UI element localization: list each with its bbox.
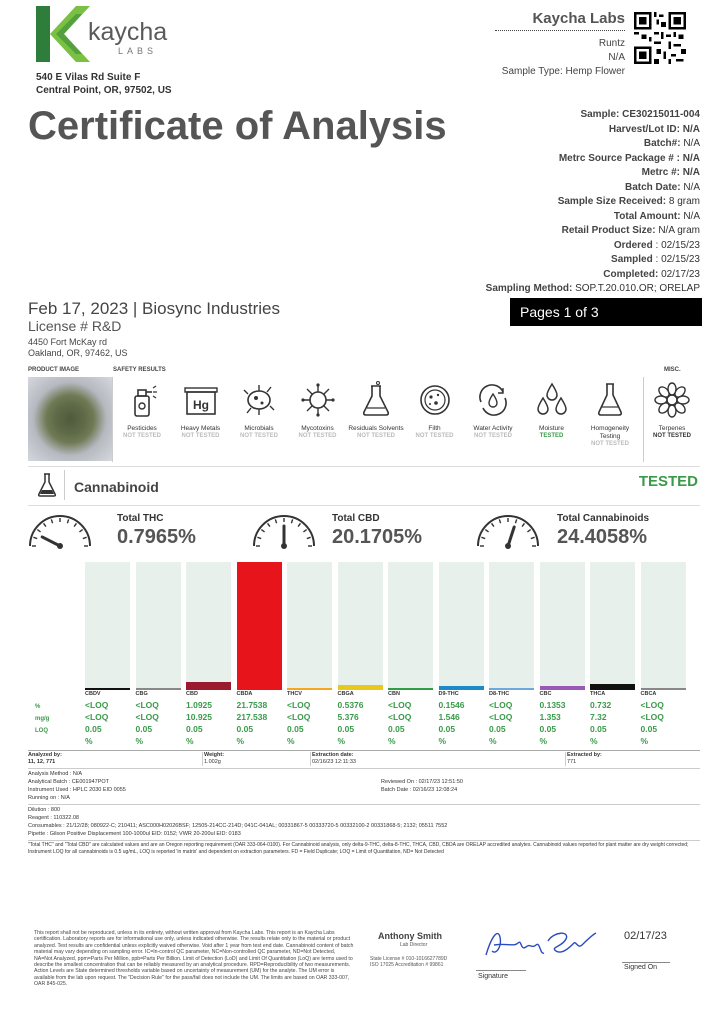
safety-status: NOT TESTED	[239, 433, 278, 439]
reviewed-on: Reviewed On : 02/17/23 12:51:50	[381, 779, 463, 785]
chart-data-cell	[540, 699, 566, 747]
safety-status: NOT TESTED	[590, 441, 629, 447]
cell-value-percent: 0.1546	[438, 700, 465, 710]
pipette: Pipette : Gilson Positive Displacement 100-1000ul EID: 0152; VWR 20-200ul EID: 0183	[28, 831, 241, 837]
safety-item	[463, 380, 523, 439]
cell-value-percent: 21.7538	[236, 700, 268, 710]
cell-value-mgg: <LOQ	[85, 712, 109, 722]
extracted-by: Extracted by: 771	[567, 752, 602, 765]
analysis-divider	[28, 768, 700, 769]
chart-data-cell	[287, 699, 310, 747]
cell-value-loq: 0.05	[236, 724, 254, 734]
disclaimer: This report shall not be reproduced, unless in its entirety, without written approval from Kaycha Labs. This report is an Kaycha Labs certification. Laboratory reports are for informational use only, unless indicated otherwise. The results relate only to the material or product analyzed. Test results are confidential unless explicitly waived otherwise. Void after 1 year from test end date. Cannabinoid content of batch material may vary depending on sampling error. IC=In-control QC parameter, NC=Non-controlled QC parameter, ND=Not Detected, NA=Not Analyzed, ppm=Parts Per Million, ppb=Parts Per Billion. Limit of Detection (LoD) and Limit Of Quantitation (LoQ) are terms used to describe the smallest concentration that can be reliably measured by an analytical procedure. RPD=Reproducibility of two measurements. Action Levels are State determined thresholds variable based on uncertainty of measurement (UM) for the analyte. The UM error is available from the lab upon request. The "Decision Rule" for the pass/fail does not include the UM. The limits are based on OAR 333-007, OAR 845-025.	[34, 930, 354, 988]
cell-value-loq: 0.05	[388, 724, 405, 734]
chart-tick-label: THCA	[590, 691, 606, 697]
running-on: Running on : N/A	[28, 795, 70, 801]
chart-data-cell	[489, 699, 512, 747]
meta-row: Harvest/Lot ID: N/A	[608, 123, 700, 135]
meta-row: Sampled : 02/15/23	[611, 254, 700, 265]
chart-column	[590, 562, 635, 688]
cell-unit: %	[388, 736, 396, 746]
signed-on-line	[622, 962, 670, 963]
svg-text:Hg: Hg	[192, 398, 209, 412]
chart-data-cell	[641, 699, 664, 747]
signed-on-label: Signed On	[624, 964, 658, 971]
safety-label: Filth	[428, 425, 441, 432]
chart-baseline	[186, 688, 231, 690]
chart-column	[540, 562, 585, 688]
dilution: Dilution : 800	[28, 807, 61, 813]
chart-column	[136, 562, 181, 688]
cell-value-mgg: <LOQ	[287, 712, 311, 722]
chart-baseline	[590, 688, 635, 690]
row-label-mgg: mg/g	[35, 716, 50, 722]
cell-value-percent: <LOQ	[388, 700, 412, 710]
safety-item	[171, 380, 231, 439]
cell-unit: %	[489, 736, 497, 746]
chart-tick-label: CBG	[135, 691, 148, 697]
cell-value-mgg: 5.376	[337, 712, 359, 722]
safety-item	[522, 380, 582, 439]
consumables: Consumables : 21/12/28; 080922-C; 210411; ASC000H02026BSF; 12505-214CC-214D; 041C-041AL; 00331867-5 00333720-5 00332100-2 00331868-5; 2132; 05511 7552	[28, 823, 448, 829]
chart-baseline	[489, 688, 534, 690]
cell-value-percent: 1.0925	[186, 700, 212, 710]
safety-item	[112, 380, 172, 439]
cell-divider	[202, 752, 203, 766]
safety-status: NOT TESTED	[473, 433, 512, 439]
cell-value-loq: 0.05	[590, 724, 607, 734]
safety-status: NOT TESTED	[122, 433, 161, 439]
meta-row: Sampling Method: SOP.T.20.010.OR; ORELAP	[485, 283, 700, 294]
cannabinoid-divider	[64, 470, 65, 500]
chart-bar	[237, 562, 282, 688]
signer-name: Anthony Smith	[378, 931, 442, 941]
row-label-percent: %	[35, 704, 41, 710]
product-image-label: PRODUCT IMAGE	[28, 367, 79, 373]
chart-tick-label: THCV	[287, 691, 302, 697]
cell-value-mgg: <LOQ	[640, 712, 664, 722]
cell-value-loq: 0.05	[186, 724, 203, 734]
chart-baseline	[287, 688, 332, 690]
chart-column	[338, 562, 383, 688]
cell-value-loq: 0.05	[85, 724, 102, 734]
cell-value-percent: 0.1353	[539, 700, 566, 710]
client-license: License # R&D	[28, 318, 122, 334]
chart-tick-label: D8-THC	[489, 691, 510, 697]
instrument-used: Instrument Used : HPLC 2030 EID 0055	[28, 787, 126, 793]
cell-value-mgg: <LOQ	[489, 712, 513, 722]
qr-code-icon[interactable]	[634, 12, 686, 64]
cell-value-percent: <LOQ	[85, 700, 109, 710]
chart-data-cell	[237, 699, 268, 747]
chart-column	[439, 562, 484, 688]
chart-column	[287, 562, 332, 688]
meta-row: Metrc #: N/A	[641, 167, 700, 178]
flower-icon	[652, 380, 692, 420]
analysis-method: Analysis Method : N/A	[28, 771, 83, 777]
chart-column	[641, 562, 686, 688]
meta-row: Completed: 02/17/23	[603, 268, 700, 280]
chart-tick-label: CBCA	[640, 691, 657, 697]
chart-baseline	[136, 688, 181, 690]
safety-status: NOT TESTED	[356, 433, 395, 439]
chart-tick-label: CBDA	[236, 691, 253, 697]
gauge-icon	[476, 512, 540, 554]
sample-type: Sample Type: Hemp Flower	[501, 66, 625, 77]
water-cycle-icon	[473, 380, 513, 420]
virus-icon	[298, 380, 338, 420]
page-title: Certificate of Analysis	[28, 104, 447, 148]
weight: Weight: 1.002g	[204, 752, 225, 765]
cell-unit: %	[640, 736, 649, 746]
spray-bottle-icon	[122, 380, 162, 420]
cell-value-percent: 0.5376	[337, 700, 364, 710]
analyzed-by: Analyzed by: 11, 12, 771	[28, 752, 62, 765]
cell-value-loq: 0.05	[135, 724, 153, 734]
cell-divider	[565, 752, 566, 766]
row-label-loq: LOQ	[35, 728, 48, 734]
cell-value-mgg: 1.546	[438, 712, 460, 722]
cell-value-mgg: <LOQ	[388, 712, 412, 722]
hg-icon	[181, 380, 221, 420]
safety-status: NOT TESTED	[298, 433, 337, 439]
chart-tick-label: D9-THC	[438, 691, 459, 697]
client-address-line-2: Oakland, OR, 97462, US	[28, 348, 128, 358]
lab-name: Kaycha Labs	[532, 10, 625, 27]
cell-value-percent: <LOQ	[287, 700, 311, 710]
flask-icon	[356, 380, 396, 420]
page-indicator: Pages 1 of 3	[510, 298, 702, 326]
flask-icon	[36, 472, 58, 498]
lab-address	[36, 71, 172, 97]
iso-accreditation: ISO 17025 Accreditation # 99861	[370, 962, 444, 968]
total-value: 0.7965%	[117, 526, 196, 548]
client-address-line-1: 4450 Fort McKay rd	[28, 337, 108, 347]
safety-status: NOT TESTED	[415, 433, 454, 439]
safety-status: NOT TESTED	[181, 433, 220, 439]
gauge-icon	[252, 512, 316, 554]
beaker-icon	[590, 380, 630, 420]
product-image	[28, 377, 112, 461]
chart-column	[85, 562, 130, 688]
address-line-2: Central Point, OR, 97502, US	[36, 85, 172, 96]
signed-date: 02/17/23	[624, 930, 667, 942]
chart-tick-label: CBD	[186, 691, 198, 697]
chart-column	[388, 562, 433, 688]
cell-unit: %	[590, 736, 598, 746]
cell-value-loq: 0.05	[539, 724, 557, 734]
logo-subtitle: LABS	[118, 46, 158, 56]
safety-item	[346, 380, 406, 439]
cell-value-percent: <LOQ	[640, 700, 664, 710]
chart-baseline	[338, 688, 383, 690]
signature-image	[478, 925, 608, 965]
safety-label: Moisture	[539, 425, 564, 432]
microbe-icon	[239, 380, 279, 420]
chart-column	[489, 562, 534, 688]
chart-tick-label: CBGA	[337, 691, 354, 697]
chart-data-cell	[186, 699, 212, 747]
reagent: Reagent : 110322.08	[28, 815, 79, 821]
cell-value-percent: <LOQ	[135, 700, 159, 710]
cell-value-loq: 0.05	[489, 724, 506, 734]
total-label: Total CBD	[332, 513, 380, 524]
meta-row: Total Amount: N/A	[613, 210, 700, 222]
cell-value-mgg: 7.32	[590, 712, 607, 722]
chart-baseline	[540, 688, 585, 690]
cell-unit: %	[186, 736, 194, 746]
analysis-divider	[28, 840, 700, 841]
safety-item	[580, 380, 640, 447]
meta-row: Sample: CE30215011-004	[580, 109, 700, 120]
logo-wordmark: kaycha	[88, 18, 168, 46]
analysis-divider	[28, 804, 700, 805]
droplets-icon	[532, 380, 572, 420]
batch-date: Batch Date : 02/16/23 12:08:24	[381, 787, 458, 793]
meta-row: Metrc Source Package # : N/A	[558, 152, 700, 164]
safety-label: Homogeneity Testing	[590, 425, 630, 440]
meta-row: Ordered : 02/15/23	[613, 239, 700, 251]
cell-unit: %	[438, 736, 447, 746]
signer-licenses	[370, 956, 447, 968]
signature-line	[476, 970, 526, 971]
total-value: 24.4058%	[557, 526, 648, 548]
safety-item	[405, 380, 465, 439]
cell-value-loq: 0.05	[438, 724, 456, 734]
chart-baseline	[439, 688, 484, 690]
chart-data-cell	[85, 699, 108, 747]
safety-item	[229, 380, 289, 439]
cell-unit: %	[236, 736, 245, 746]
cell-value-mgg: 10.925	[186, 712, 212, 722]
meta-row: Batch Date: N/A	[624, 181, 700, 193]
client-address	[28, 337, 128, 359]
total-value: 20.1705%	[332, 526, 423, 548]
cell-value-mgg: 1.353	[539, 712, 561, 722]
cell-divider	[310, 752, 311, 766]
chart-data-cell	[388, 699, 411, 747]
cell-value-loq: 0.05	[640, 724, 658, 734]
cannabinoid-status: TESTED	[638, 473, 698, 490]
total-label: Total Cannabinoids	[557, 513, 650, 524]
misc-label: MISC.	[664, 367, 681, 373]
lab-divider	[495, 30, 625, 31]
sample-meta	[486, 108, 700, 311]
cell-unit: %	[85, 736, 93, 746]
state-license: State License # 010-1016627789D	[370, 956, 448, 962]
cell-unit: %	[287, 736, 295, 746]
sample-na: N/A	[608, 52, 625, 63]
gauge-icon	[28, 512, 92, 554]
meta-row: Batch#: N/A	[643, 138, 700, 149]
chart-tick-label: CBDV	[85, 691, 101, 697]
meta-row: Retail Product Size: N/A gram	[561, 225, 700, 236]
meta-row: Sample Size Received: 8 gram	[557, 196, 700, 207]
analytical-batch: Analytical Batch : CE001947POT	[28, 779, 110, 785]
sample-name: Runtz	[598, 38, 625, 49]
chart-data-cell	[590, 699, 611, 747]
cell-value-mgg: 217.538	[236, 712, 268, 722]
chart-baseline	[85, 688, 130, 690]
extraction-date: Extraction date: 02/16/23 12:11:33	[312, 752, 356, 765]
safety-label: Pesticides	[127, 425, 157, 432]
cell-value-mgg: <LOQ	[135, 712, 159, 722]
cell-unit: %	[135, 736, 144, 746]
cannabinoid-note: "Total THC" and "Total CBD" are calculated values and are an Oregon reporting requirement (OAR 333-064-0100). For Cannabinoid analysis, only delta-9-THC, delta-8-THC, THCA, CBD, CBDA are ORELAP accredited analytes. Cannabinoid values reported for plant matter are dry weight corrected; Instrument LOQ for all cannabinoids is 0.5 ug/mL, LOQ is reported 'in matrix' and dependent on extraction parameters. FD = Field Duplicate; LOQ = Limit of Quantitation, ND= Not Detected	[28, 842, 689, 855]
signer-role: Lab Director	[400, 942, 428, 948]
safety-item	[642, 380, 702, 439]
chart-baseline	[641, 688, 686, 690]
safety-label: Residuals Solvents	[348, 425, 404, 432]
signature-label: Signature	[478, 973, 508, 980]
safety-label: Mycotoxins	[301, 425, 334, 432]
safety-results-label: SAFETY RESULTS	[113, 367, 166, 373]
safety-label: Terpenes	[658, 425, 686, 432]
petri-dish-icon	[415, 380, 455, 420]
total-label: Total THC	[117, 513, 164, 524]
cell-unit: %	[337, 736, 346, 746]
cell-value-percent: <LOQ	[489, 700, 513, 710]
chart-data-cell	[439, 699, 465, 747]
safety-label: Microbials	[244, 425, 274, 432]
safety-label: Heavy Metals	[180, 425, 221, 432]
chart-data-cell	[136, 699, 159, 747]
analysis-divider	[28, 750, 700, 751]
safety-label: Water Activity	[473, 425, 513, 432]
cell-value-loq: 0.05	[287, 724, 304, 734]
chart-tick-label: CBN	[388, 691, 400, 697]
client-date-line: Feb 17, 2023 | Biosync Industries	[28, 299, 281, 318]
cell-value-percent: 0.732	[590, 700, 612, 710]
safety-status: TESTED	[539, 433, 564, 439]
safety-item	[288, 380, 348, 439]
chart-tick-label: CBC	[539, 691, 552, 697]
chart-column	[186, 562, 231, 688]
chart-column	[237, 562, 282, 688]
address-line-1: 540 E Vilas Rd Suite F	[36, 72, 141, 83]
safety-status: NOT TESTED	[652, 433, 691, 439]
cannabinoid-title: Cannabinoid	[74, 479, 159, 495]
cell-unit: %	[539, 736, 548, 746]
chart-baseline	[237, 688, 282, 690]
chart-data-cell	[338, 699, 364, 747]
chart-baseline	[388, 688, 433, 690]
cell-value-loq: 0.05	[337, 724, 355, 734]
